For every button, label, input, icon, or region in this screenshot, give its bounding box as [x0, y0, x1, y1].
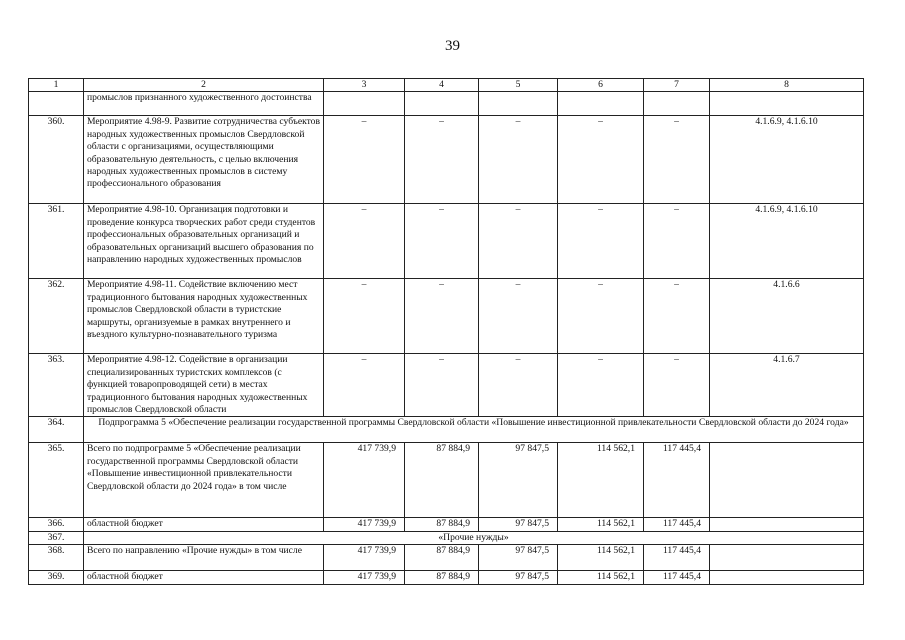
- description-cell: областной бюджет: [84, 518, 324, 531]
- value-cell: 87 884,9: [405, 571, 479, 584]
- row-number-cell: 369.: [29, 571, 84, 584]
- section-title-cell: «Прочие нужды»: [84, 531, 864, 544]
- value-cell: 417 739,9: [324, 571, 405, 584]
- value-cell: 97 847,5: [479, 518, 558, 531]
- description-cell: Мероприятие 4.98-12. Содействие в организации специализированных туристских комплексов (с функцией товаропроводящей сети) в местах традиционного бытования народных художественных промыслов Свердловской области: [84, 354, 324, 417]
- value-cell: 114 562,1: [558, 571, 644, 584]
- target-code-cell: [710, 545, 864, 571]
- value-cell: [644, 92, 710, 116]
- row-number-cell: 360.: [29, 116, 84, 204]
- value-cell: –: [405, 116, 479, 204]
- row-number-cell: 364.: [29, 417, 84, 443]
- value-cell: 417 739,9: [324, 518, 405, 531]
- row-number-cell: 361.: [29, 204, 84, 279]
- value-cell: –: [558, 204, 644, 279]
- description-cell: Мероприятие 4.98-9. Развитие сотрудничества субъектов народных художественных промыслов Свердловской области с организациями, осуществляющими образовательную деятельность, с целью включения народных художественных промыслов в систему профессионального образования: [84, 116, 324, 204]
- column-header: 8: [710, 79, 864, 92]
- section-title-cell: Подпрограмма 5 «Обеспечение реализации государственной программы Свердловской области «Повышение инвестиционной привлекательности Свердловской области до 2024 года»: [84, 417, 864, 443]
- value-cell: 114 562,1: [558, 545, 644, 571]
- row-number-cell: 367.: [29, 531, 84, 544]
- table-row: [29, 92, 864, 116]
- value-cell: 117 445,4: [644, 518, 710, 531]
- value-cell: 417 739,9: [324, 443, 405, 518]
- table-row: [29, 116, 864, 204]
- column-header: 1: [29, 79, 84, 92]
- value-cell: 87 884,9: [405, 518, 479, 531]
- column-header: 4: [405, 79, 479, 92]
- column-header: 3: [324, 79, 405, 92]
- value-cell: 117 445,4: [644, 571, 710, 584]
- value-cell: –: [644, 354, 710, 417]
- table-row: [29, 204, 864, 279]
- value-cell: –: [324, 116, 405, 204]
- row-number-cell: 363.: [29, 354, 84, 417]
- column-header: 2: [84, 79, 324, 92]
- column-header: 6: [558, 79, 644, 92]
- program-table: [28, 78, 864, 585]
- table-row: [29, 417, 864, 443]
- value-cell: –: [324, 354, 405, 417]
- target-code-cell: [710, 518, 864, 531]
- value-cell: –: [644, 279, 710, 354]
- value-cell: –: [405, 354, 479, 417]
- description-cell: промыслов признанного художественного достоинства: [84, 92, 324, 116]
- target-code-cell: 4.1.6.9, 4.1.6.10: [710, 116, 864, 204]
- value-cell: –: [405, 279, 479, 354]
- value-cell: –: [479, 279, 558, 354]
- table-header-row: [29, 79, 864, 92]
- value-cell: –: [405, 204, 479, 279]
- value-cell: [479, 92, 558, 116]
- value-cell: 114 562,1: [558, 518, 644, 531]
- value-cell: 97 847,5: [479, 545, 558, 571]
- target-code-cell: [710, 92, 864, 116]
- value-cell: –: [558, 354, 644, 417]
- value-cell: 87 884,9: [405, 545, 479, 571]
- value-cell: –: [644, 204, 710, 279]
- target-code-cell: [710, 443, 864, 518]
- table-row: [29, 354, 864, 417]
- value-cell: –: [644, 116, 710, 204]
- value-cell: 114 562,1: [558, 443, 644, 518]
- row-number-cell: 366.: [29, 518, 84, 531]
- row-number-cell: 365.: [29, 443, 84, 518]
- target-code-cell: [710, 571, 864, 584]
- value-cell: 87 884,9: [405, 443, 479, 518]
- column-header: 5: [479, 79, 558, 92]
- value-cell: –: [558, 279, 644, 354]
- table-row: [29, 545, 864, 571]
- value-cell: 117 445,4: [644, 443, 710, 518]
- value-cell: 97 847,5: [479, 571, 558, 584]
- description-cell: Мероприятие 4.98-11. Содействие включению мест традиционного бытования народных художественных промыслов Свердловской области в туристские маршруты, организуемые в рамках внутреннего и въездного культурно-познавательного туризма: [84, 279, 324, 354]
- table-row: [29, 571, 864, 584]
- row-number-cell: 362.: [29, 279, 84, 354]
- description-cell: Мероприятие 4.98-10. Организация подготовки и проведение конкурса творческих работ среди студентов профессиональных образовательных организаций и образовательных организаций высшего образования по направлению народных художественных промыслов: [84, 204, 324, 279]
- table-row: [29, 279, 864, 354]
- value-cell: –: [479, 354, 558, 417]
- value-cell: –: [558, 116, 644, 204]
- table-row: [29, 531, 864, 544]
- column-header: 7: [644, 79, 710, 92]
- page-number: 39: [445, 38, 460, 54]
- value-cell: –: [324, 279, 405, 354]
- value-cell: –: [479, 116, 558, 204]
- target-code-cell: 4.1.6.6: [710, 279, 864, 354]
- row-number-cell: 368.: [29, 545, 84, 571]
- table-row: [29, 518, 864, 531]
- description-cell: Всего по направлению «Прочие нужды» в том числе: [84, 545, 324, 571]
- value-cell: 97 847,5: [479, 443, 558, 518]
- description-cell: областной бюджет: [84, 571, 324, 584]
- target-code-cell: 4.1.6.9, 4.1.6.10: [710, 204, 864, 279]
- value-cell: [405, 92, 479, 116]
- value-cell: 417 739,9: [324, 545, 405, 571]
- row-number-cell: [29, 92, 84, 116]
- value-cell: –: [324, 204, 405, 279]
- value-cell: [324, 92, 405, 116]
- value-cell: –: [479, 204, 558, 279]
- table-row: [29, 443, 864, 518]
- value-cell: 117 445,4: [644, 545, 710, 571]
- target-code-cell: 4.1.6.7: [710, 354, 864, 417]
- value-cell: [558, 92, 644, 116]
- description-cell: Всего по подпрограмме 5 «Обеспечение реализации государственной программы Свердловской области «Повышение инвестиционной привлекательности Свердловской области до 2024 года» в том числе: [84, 443, 324, 518]
